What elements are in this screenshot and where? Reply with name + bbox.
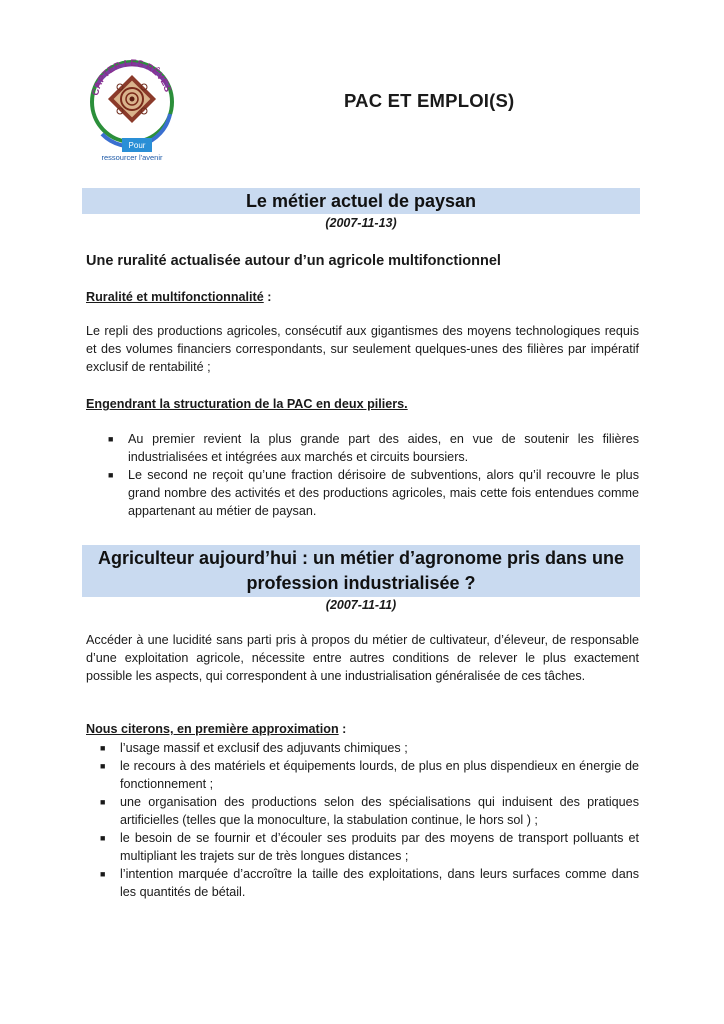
list-item xyxy=(92,865,639,901)
list-item xyxy=(100,466,639,520)
logo-emblem-icon xyxy=(82,52,182,164)
list-item-text: l’usage massif et exclusif des adjuvants chimiques ; xyxy=(120,741,408,755)
ruralite-label-text: Ruralité et multifonctionnalité xyxy=(86,290,264,304)
approximation-label-text: Nous citerons, en première approximation xyxy=(86,722,339,736)
section-1-paragraph: Le repli des productions agricoles, consécutif aux gigantismes des moyens technologiques requis et des volumes financiers correspondants, sur seulement quelques-unes des filières par impératif exclusif de rentabilité ; xyxy=(86,324,639,374)
list-item-text: une organisation des productions selon des spécialisations qui induisent des pratiques artificielles (telles que la monoculture, la stabulation continue, le hors sol ) ; xyxy=(120,795,639,827)
page-header xyxy=(82,52,642,170)
list-item xyxy=(92,757,639,793)
list-item xyxy=(100,430,639,466)
section-2-date: (2007-11-11) xyxy=(325,598,397,612)
logo-arc-text: CAPTER LES RÊVES xyxy=(90,57,173,97)
bullet-square-icon: ■ xyxy=(100,743,106,753)
section-2-title-line-2: profession industrialisée ? xyxy=(246,573,476,593)
section-2-title-line-1: Agriculteur aujourd’hui : un métier d’agronome pris dans une xyxy=(97,548,625,568)
document-title: PAC ET EMPLOI(S) xyxy=(344,90,515,111)
approximation-label-colon: : xyxy=(338,722,347,736)
bullet-square-icon: ■ xyxy=(100,869,106,879)
bullet-square-icon: ■ xyxy=(108,470,114,480)
list-item-text: Au premier revient la plus grande part des aides, en vue de soutenir les filières industrialisées et intégrées aux marchés et circuits boursiers. xyxy=(128,432,639,464)
capter-les-reves-logo xyxy=(82,52,182,164)
piliers-bullet-list xyxy=(100,430,639,520)
industrialisation-bullet-list xyxy=(92,739,639,901)
approximation-label xyxy=(86,722,346,736)
piliers-label-text: Engendrant la structuration de la PAC en deux piliers. xyxy=(86,397,408,411)
logo-tagline-pour: Pour xyxy=(128,141,146,150)
logo-tagline-text: ressourcer l'avenir xyxy=(101,153,163,162)
list-item xyxy=(92,739,639,757)
section-1-title-band: Le métier actuel de paysan xyxy=(82,188,640,214)
bullet-square-icon: ■ xyxy=(108,434,114,444)
bullet-square-icon: ■ xyxy=(100,833,106,843)
list-item xyxy=(92,793,639,829)
section-2-title-band xyxy=(82,545,640,597)
list-item xyxy=(92,829,639,865)
bullet-square-icon: ■ xyxy=(100,797,106,807)
piliers-label xyxy=(86,397,408,411)
bullet-square-icon: ■ xyxy=(100,761,106,771)
section-1-date: (2007-11-13) xyxy=(325,216,397,230)
list-item-text: l’intention marquée d’accroître la taille des exploitations, dans leurs surfaces comme dans les quantités de bétail. xyxy=(120,867,639,899)
ruralite-label xyxy=(86,290,271,304)
list-item-text: le besoin de se fournir et d’écouler ses produits par des moyens de transport polluants et multipliant les trajets sur de très longues distances ; xyxy=(120,831,639,863)
ruralite-label-colon: : xyxy=(263,290,272,304)
section-1-heading: Une ruralité actualisée autour d’un agricole multifonctionnel xyxy=(86,253,501,269)
list-item-text: Le second ne reçoit qu’une fraction dérisoire de subventions, alors qu’il recouvre le plus grand nombre des activités et des productions agricoles, mais cette fois entendues comme appartenant au métier de paysan. xyxy=(128,468,639,518)
section-2-paragraph: Accéder à une lucidité sans parti pris à propos du métier de cultivateur, d’éleveur, de responsable d’une exploitation agricole, nécessite entre autres conditions de relever le plus exactement possible les aspects, qui correspondent à une industrialisation généralisée de ces tâches. xyxy=(86,633,639,683)
list-item-text: le recours à des matériels et équipements lourds, de plus en plus dispendieux en énergie de fonctionnement ; xyxy=(120,759,639,791)
